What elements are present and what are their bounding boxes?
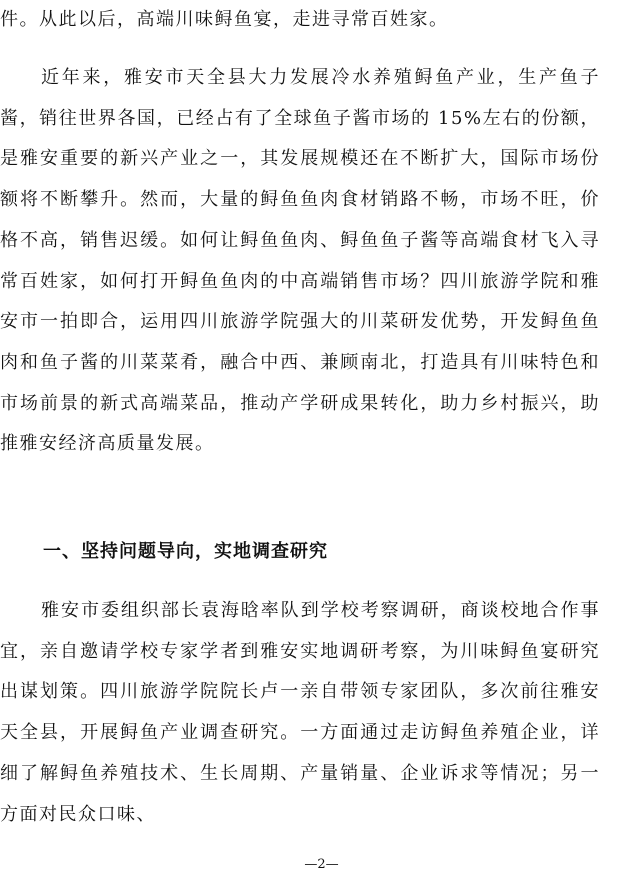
body-paragraph-research: 雅安市委组织部长袁海晗率队到学校考察调研，商谈校地合作事宜，亲自邀请学校专家学者到雅安实地调研考察，为川味鲟鱼宴研究出谋划策。四川旅游学院院长卢一亲自带领专家团队，多次前往雅安天全县，开展鲟鱼产业调查研究。一方面通过走访鲟鱼养殖企业，详细了解鲟鱼养殖技术、生长周期、产量销量、企业诉求等情况；另一方面对民众口味、: [0, 600, 600, 825]
section-heading: 一、坚持问题导向，实地调查研究: [43, 541, 328, 562]
body-paragraph-industry: 近年来，雅安市天全县大力发展冷水养殖鲟鱼产业，生产鱼子酱，销往世界各国，已经占有了全球鱼子酱市场的 15%左右的份额，是雅安重要的新兴产业之一，其发展规模还在不断扩大，国际市场份额将不断攀升。然而，大量的鲟鱼鱼肉食材销路不畅，市场不旺，价格不高，销售迟缓。如何让鲟鱼鱼肉、鲟鱼鱼子酱等高端食材飞入寻常百姓家，如何打开鲟鱼鱼肉的中高端销售市场？四川旅游学院和雅安市一拍即合，运用四川旅游学院强大的川菜研发优势，开发鲟鱼鱼肉和鱼子酱的川菜菜肴，融合中西、兼顾南北，打造具有川味特色和市场前景的新式高端菜品，推动产学研成果转化，助力乡村振兴，助推雅安经济高质量发展。: [0, 67, 600, 455]
continuation-paragraph: 件。从此以后，高端川味鲟鱼宴，走进寻常百姓家。: [0, 9, 449, 30]
page-number: —2—: [304, 857, 339, 872]
